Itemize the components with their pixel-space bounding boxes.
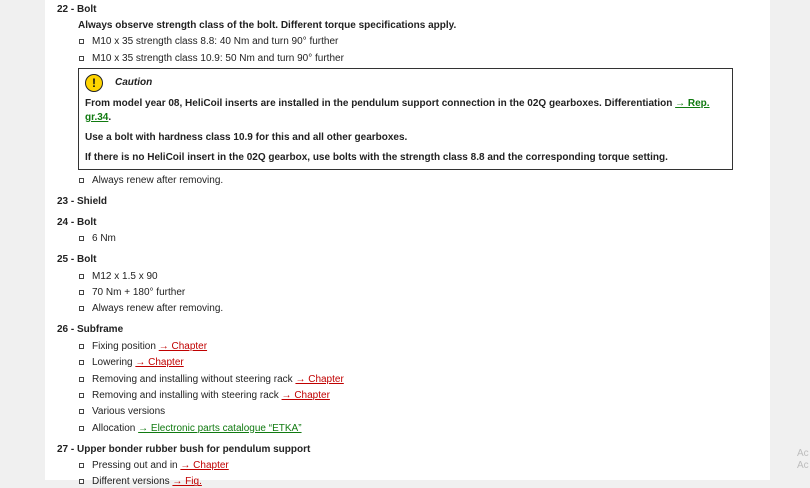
bullet-list-24 [57, 232, 770, 245]
item-title-27: 27 - Upper bonder rubber bush for pendulum support [57, 443, 311, 455]
remove-with-rack-chapter-link[interactable]: → Chapter [281, 389, 330, 401]
list-item [78, 459, 770, 472]
list-item: M10 x 35 strength class 8.8: 40 Nm and turn 90° further [78, 35, 770, 48]
item-title-25: 25 - Bolt [57, 254, 97, 266]
rep-gr-34-link[interactable]: → Rep. gr.34 [85, 97, 710, 123]
bullet-text: Different versions [92, 476, 173, 488]
caution-header [85, 72, 726, 94]
bullet-list-22a [57, 35, 770, 64]
bullet-list-26 [57, 340, 770, 435]
item-title-22: 22 - Bolt [57, 4, 97, 15]
parts-list [45, 0, 770, 488]
caution-text: From model year 08, HeliCoil inserts are installed in the pendulum support connection in the 02Q gearboxes. Differentiation [85, 97, 676, 109]
item-title-26: 26 - Subframe [57, 324, 124, 336]
list-item [78, 475, 770, 488]
remove-without-rack-chapter-link[interactable]: → Chapter [295, 373, 344, 385]
caution-box [78, 68, 733, 170]
bullet-text: Pressing out and in [92, 460, 181, 472]
fixing-position-chapter-link[interactable]: → Chapter [158, 340, 208, 352]
caution-text-end: . [108, 111, 112, 123]
list-item: M12 x 1.5 x 90 [78, 270, 770, 283]
list-item: Always renew after removing. [78, 174, 770, 187]
pressing-chapter-link[interactable]: → Chapter [180, 460, 229, 472]
item-title-23: 23 - Shield [57, 195, 108, 207]
item-title-24: 24 - Bolt [57, 216, 97, 228]
warning-icon: ! [85, 74, 103, 92]
bullet-text: Removing and installing with steering rack [92, 389, 282, 401]
list-item: M10 x 35 strength class 10.9: 50 Nm and turn 90° further [78, 52, 770, 65]
bullet-list-27 [57, 459, 770, 488]
item-note-22: Always observe strength class of the bolt. Different torque specifications apply. [78, 20, 457, 31]
caution-paragraph-3: If there is no HeliCoil insert in the 02Q gearbox, use bolts with the strength class 8.8 and the corresponding torque setting. [85, 151, 668, 163]
bullet-text: Fixing position [92, 340, 159, 352]
bullet-text: Various versions [92, 406, 166, 418]
bullet-list-25 [57, 270, 770, 316]
list-item: 70 Nm + 180° further [78, 286, 770, 299]
bullet-list-22b [57, 174, 770, 187]
watermark-line-1: Ac [797, 448, 809, 459]
list-item: 6 Nm [78, 232, 770, 245]
bullet-text: Allocation [92, 422, 139, 434]
lowering-chapter-link[interactable]: → Chapter [135, 357, 184, 369]
caution-paragraph-2: Use a bolt with hardness class 10.9 for this and all other gearboxes. [85, 131, 408, 143]
list-item [78, 405, 770, 418]
caution-title: Caution [115, 77, 153, 89]
bullet-text: Lowering [92, 357, 136, 369]
activation-watermark [797, 448, 809, 472]
watermark-line-2: Ac [797, 460, 809, 471]
bullet-text: Removing and installing without steering rack [92, 373, 296, 385]
list-item [78, 356, 770, 369]
caution-paragraph-1 [85, 97, 726, 125]
different-versions-fig-link[interactable]: → Fig. [172, 476, 202, 488]
list-item [78, 340, 770, 353]
etka-catalogue-link[interactable]: → Electronic parts catalogue “ETKA” [138, 422, 302, 434]
list-item: Always renew after removing. [78, 302, 770, 315]
list-item [78, 422, 770, 435]
list-item [78, 389, 770, 402]
list-item [78, 373, 770, 386]
document-panel [45, 0, 770, 488]
